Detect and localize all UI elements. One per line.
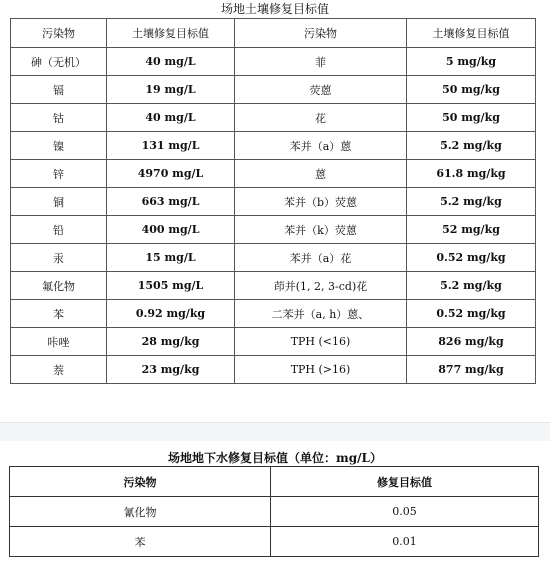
target-value-cell: 5 mg/kg: [407, 48, 536, 76]
pollutant-cell: 苯并（b）荧蒽: [235, 188, 407, 216]
target-value-cell: 877 mg/kg: [407, 356, 536, 384]
table-row: [10, 527, 539, 557]
target-value-cell: 19 mg/L: [107, 76, 235, 104]
pollutant-cell: 镍: [11, 132, 107, 160]
target-value-cell: 50 mg/kg: [407, 76, 536, 104]
table-row: [11, 132, 536, 160]
table-row: [10, 497, 539, 527]
groundwater-header-row: [10, 467, 539, 497]
soil-header-row: [11, 19, 536, 48]
target-value-cell: 0.52 mg/kg: [407, 244, 536, 272]
pollutant-cell: 汞: [11, 244, 107, 272]
table-row: [11, 48, 536, 76]
pollutant-cell: TPH (<16): [235, 328, 407, 356]
target-value-cell: 0.05: [271, 497, 539, 527]
pollutant-cell: 苯并（k）荧蒽: [235, 216, 407, 244]
target-value-cell: 28 mg/kg: [107, 328, 235, 356]
target-value-cell: 52 mg/kg: [407, 216, 536, 244]
target-value-cell: 1505 mg/L: [107, 272, 235, 300]
header-target-value: 修复目标值: [271, 467, 539, 497]
target-value-cell: 61.8 mg/kg: [407, 160, 536, 188]
table-row: [11, 76, 536, 104]
header-pollutant: 污染物: [11, 19, 107, 48]
target-value-cell: 0.92 mg/kg: [107, 300, 235, 328]
header-target-value: 土壤修复目标值: [107, 19, 235, 48]
groundwater-table-title: 场地地下水修复目标值（单位：mg/L）: [168, 451, 382, 465]
pollutant-cell: TPH (>16): [235, 356, 407, 384]
pollutant-cell: 锌: [11, 160, 107, 188]
pollutant-cell: 荧蒽: [235, 76, 407, 104]
table-row: [11, 104, 536, 132]
pollutant-cell: 钴: [11, 104, 107, 132]
target-value-cell: 15 mg/L: [107, 244, 235, 272]
section-gap: [0, 423, 550, 441]
table-row: [11, 244, 536, 272]
pollutant-cell: 蒽: [235, 160, 407, 188]
table-row: [11, 356, 536, 384]
pollutant-cell: 苯: [11, 300, 107, 328]
target-value-cell: 5.2 mg/kg: [407, 132, 536, 160]
soil-remediation-table: [10, 18, 536, 384]
target-value-cell: 5.2 mg/kg: [407, 272, 536, 300]
header-target-value: 土壤修复目标值: [407, 19, 536, 48]
groundwater-remediation-table: [9, 466, 539, 557]
target-value-cell: 131 mg/L: [107, 132, 235, 160]
target-value-cell: 826 mg/kg: [407, 328, 536, 356]
pollutant-cell: 花: [235, 104, 407, 132]
pollutant-cell: 菲: [235, 48, 407, 76]
target-value-cell: 23 mg/kg: [107, 356, 235, 384]
pollutant-cell: 苯并（a）蒽: [235, 132, 407, 160]
table-row: [11, 328, 536, 356]
pollutant-cell: 二苯并（a, h）蒽、: [235, 300, 407, 328]
target-value-cell: 0.52 mg/kg: [407, 300, 536, 328]
pollutant-cell: 茚并(1, 2, 3-cd)花: [235, 272, 407, 300]
pollutant-cell: 苯: [10, 527, 271, 557]
table-row: [11, 160, 536, 188]
soil-table-title: 场地土壤修复目标值: [220, 2, 329, 16]
target-value-cell: 4970 mg/L: [107, 160, 235, 188]
target-value-cell: 40 mg/L: [107, 104, 235, 132]
header-pollutant: 污染物: [10, 467, 271, 497]
target-value-cell: 0.01: [271, 527, 539, 557]
pollutant-cell: 铜: [11, 188, 107, 216]
header-pollutant: 污染物: [235, 19, 407, 48]
pollutant-cell: 苯并（a）花: [235, 244, 407, 272]
table-row: [11, 272, 536, 300]
target-value-cell: 663 mg/L: [107, 188, 235, 216]
pollutant-cell: 砷（无机）: [11, 48, 107, 76]
table-row: [11, 188, 536, 216]
table-row: [11, 216, 536, 244]
pollutant-cell: 氟化物: [11, 272, 107, 300]
target-value-cell: 5.2 mg/kg: [407, 188, 536, 216]
pollutant-cell: 萘: [11, 356, 107, 384]
pollutant-cell: 铅: [11, 216, 107, 244]
pollutant-cell: 咔唑: [11, 328, 107, 356]
target-value-cell: 50 mg/kg: [407, 104, 536, 132]
target-value-cell: 40 mg/L: [107, 48, 235, 76]
pollutant-cell: 氰化物: [10, 497, 271, 527]
pollutant-cell: 镉: [11, 76, 107, 104]
target-value-cell: 400 mg/L: [107, 216, 235, 244]
table-row: [11, 300, 536, 328]
